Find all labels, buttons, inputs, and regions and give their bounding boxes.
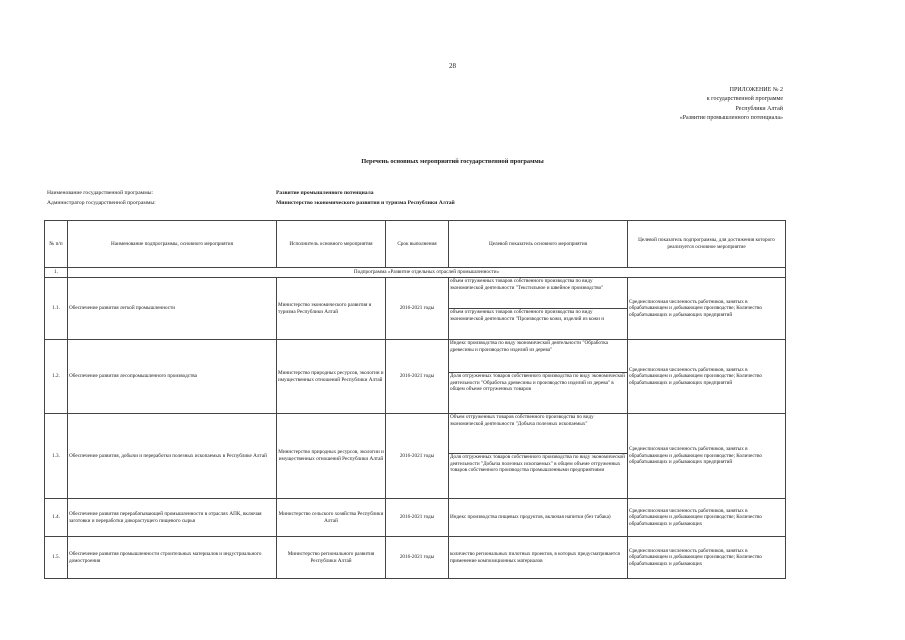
row-target-1: объем отгруженных товаров собственного производства по виду экономической деятельности "Текстильное и швейное производство" bbox=[449, 278, 627, 309]
row-name: Обеспечение развития легкой промышленности bbox=[68, 278, 277, 340]
page-number: 28 bbox=[449, 62, 456, 70]
row-name: Обеспечение развития промышленности строительных материалов и индустриального домостроения bbox=[68, 537, 277, 579]
row-target-1: Индекс производства по виду экономической деятельности "Обработка древесины и производство изделий из дерева" bbox=[449, 340, 627, 373]
header-target: Целевой показатель основного мероприятия bbox=[449, 221, 628, 268]
appendix-block bbox=[680, 86, 783, 123]
row-num: 1.3. bbox=[45, 414, 68, 499]
document-title: Перечень основных мероприятий государственной программы bbox=[361, 158, 544, 165]
row-term: 2016-2021 годы bbox=[386, 414, 449, 499]
header-executor: Исполнитель основного мероприятия bbox=[277, 221, 386, 268]
header-name: Наименование подпрограммы, основного мероприятия bbox=[68, 221, 277, 268]
appendix-line-1: ПРИЛОЖЕНИЕ № 2 bbox=[729, 87, 783, 93]
row-num: 1.1. bbox=[45, 278, 68, 340]
row-subprogram-target: Среднесписочная численность работников, занятых в обрабатывающем и добывающем производстве; Количество обрабатывающих и добывающих предприятий bbox=[628, 278, 786, 340]
program-label: Наименование государственной программы: bbox=[47, 190, 154, 196]
row-executor: Министерство регионального развития Республики Алтай bbox=[277, 537, 386, 579]
row-target-2: объем отгруженных товаров собственного производства по виду экономической деятельности "Производство кожи, изделий из кожи и bbox=[450, 309, 604, 322]
row-term: 2016-2021 годы bbox=[386, 499, 449, 537]
row-target-2: Доля отгруженных товаров собственного производства по виду экономической деятельности "Добыча полезных ископаемых" в общем объеме отгруженных товаров собственного производства промышленными предприятиями bbox=[450, 454, 625, 474]
row-name: Обеспечение развития перерабатывающей промышленности в отраслях АПК, включая заготовки и переработки дикорастущего пищевого сырья bbox=[68, 499, 277, 537]
row-executor: Министерство природных ресурсов, экологии и имущественных отношений Республики Алтай bbox=[277, 414, 386, 499]
row-subprogram-target: Среднесписочная численность работников, занятых в обрабатывающем и добывающем производстве; Количество обрабатывающих и добывающих предприятий bbox=[628, 414, 786, 499]
program-name-row bbox=[47, 190, 374, 196]
row-name: Обеспечение развития, добычи и переработки полезных ископаемых в Республике Алтай bbox=[68, 414, 277, 499]
row-subprogram-target: Среднесписочная численность работников, занятых в обрабатывающем и добывающем производстве; Количество обрабатывающих и добывающих предприятий bbox=[628, 340, 786, 414]
header-num: № п/п bbox=[45, 221, 68, 268]
row-term: 2016-2021 годы bbox=[386, 537, 449, 579]
row-term: 2016-2021 годы bbox=[386, 278, 449, 340]
subprogram-row bbox=[45, 268, 786, 278]
row-target-2: Доля отгруженных товаров собственного производства по виду экономической деятельности "Обработка древесины и производство изделий из дерева" в общем объеме отгруженных товаров bbox=[450, 373, 625, 393]
row-targets bbox=[449, 414, 628, 499]
measures-table bbox=[44, 220, 786, 579]
table-row bbox=[45, 278, 786, 340]
administrator-value: Министерство экономического развития и туризма Республики Алтай bbox=[276, 200, 455, 206]
administrator-label: Администратор государственной программы: bbox=[47, 200, 156, 206]
table-row bbox=[45, 414, 786, 499]
row-executor: Министерство сельского хозяйства Республики Алтай bbox=[277, 499, 386, 537]
table-row bbox=[45, 340, 786, 414]
header-subprogram-target: Целевой показатель подпрограммы, для достижения которого реализуется основное мероприятие bbox=[628, 221, 786, 268]
row-executor: Министерство экономического развития и туризма Республики Алтай bbox=[277, 278, 386, 340]
row-subprogram-target: Среднесписочная численность работников, занятых в обрабатывающем и добывающем производстве; Количество обрабатывающих и добывающих bbox=[628, 537, 786, 579]
table-row bbox=[45, 537, 786, 579]
row-target-1: Объем отгруженных товаров собственного производства по виду экономической деятельности "Добыча полезных ископаемых" bbox=[449, 414, 627, 454]
row-term: 2016-2021 годы bbox=[386, 340, 449, 414]
program-value: Развитие промышленного потенциала bbox=[276, 190, 374, 196]
row-target-1: количество региональных пилотных проектов, в которых предусматривается применение композиционных материалов bbox=[449, 537, 628, 579]
row-targets bbox=[449, 278, 628, 340]
header-term: Срок выполнения bbox=[386, 221, 449, 268]
subprogram-num: 1. bbox=[45, 268, 68, 278]
row-subprogram-target: Среднесписочная численность работников, занятых в обрабатывающем и добывающем производстве; Количество обрабатывающих и добывающих bbox=[628, 499, 786, 537]
row-num: 1.5. bbox=[45, 537, 68, 579]
table-row bbox=[45, 499, 786, 537]
table-header-row bbox=[45, 221, 786, 268]
row-name: Обеспечение развития лесопромышленного производства bbox=[68, 340, 277, 414]
appendix-line-3: Республики Алтай bbox=[735, 105, 783, 112]
row-targets bbox=[449, 340, 628, 414]
subprogram-title: Подпрограмма «Развитие отдельных отраслей промышленности» bbox=[68, 268, 786, 278]
row-executor: Министерство природных ресурсов, экологии и имущественных отношений Республики Алтай bbox=[277, 340, 386, 414]
appendix-line-4: «Развитие промышленного потенциала» bbox=[679, 114, 783, 121]
administrator-row bbox=[47, 200, 455, 206]
row-num: 1.2. bbox=[45, 340, 68, 414]
row-num: 1.4. bbox=[45, 499, 68, 537]
row-target-1: Индекс производства пищевых продуктов, включая напитки (без табака) bbox=[449, 499, 628, 537]
appendix-line-2: к государственной программе bbox=[706, 96, 783, 103]
